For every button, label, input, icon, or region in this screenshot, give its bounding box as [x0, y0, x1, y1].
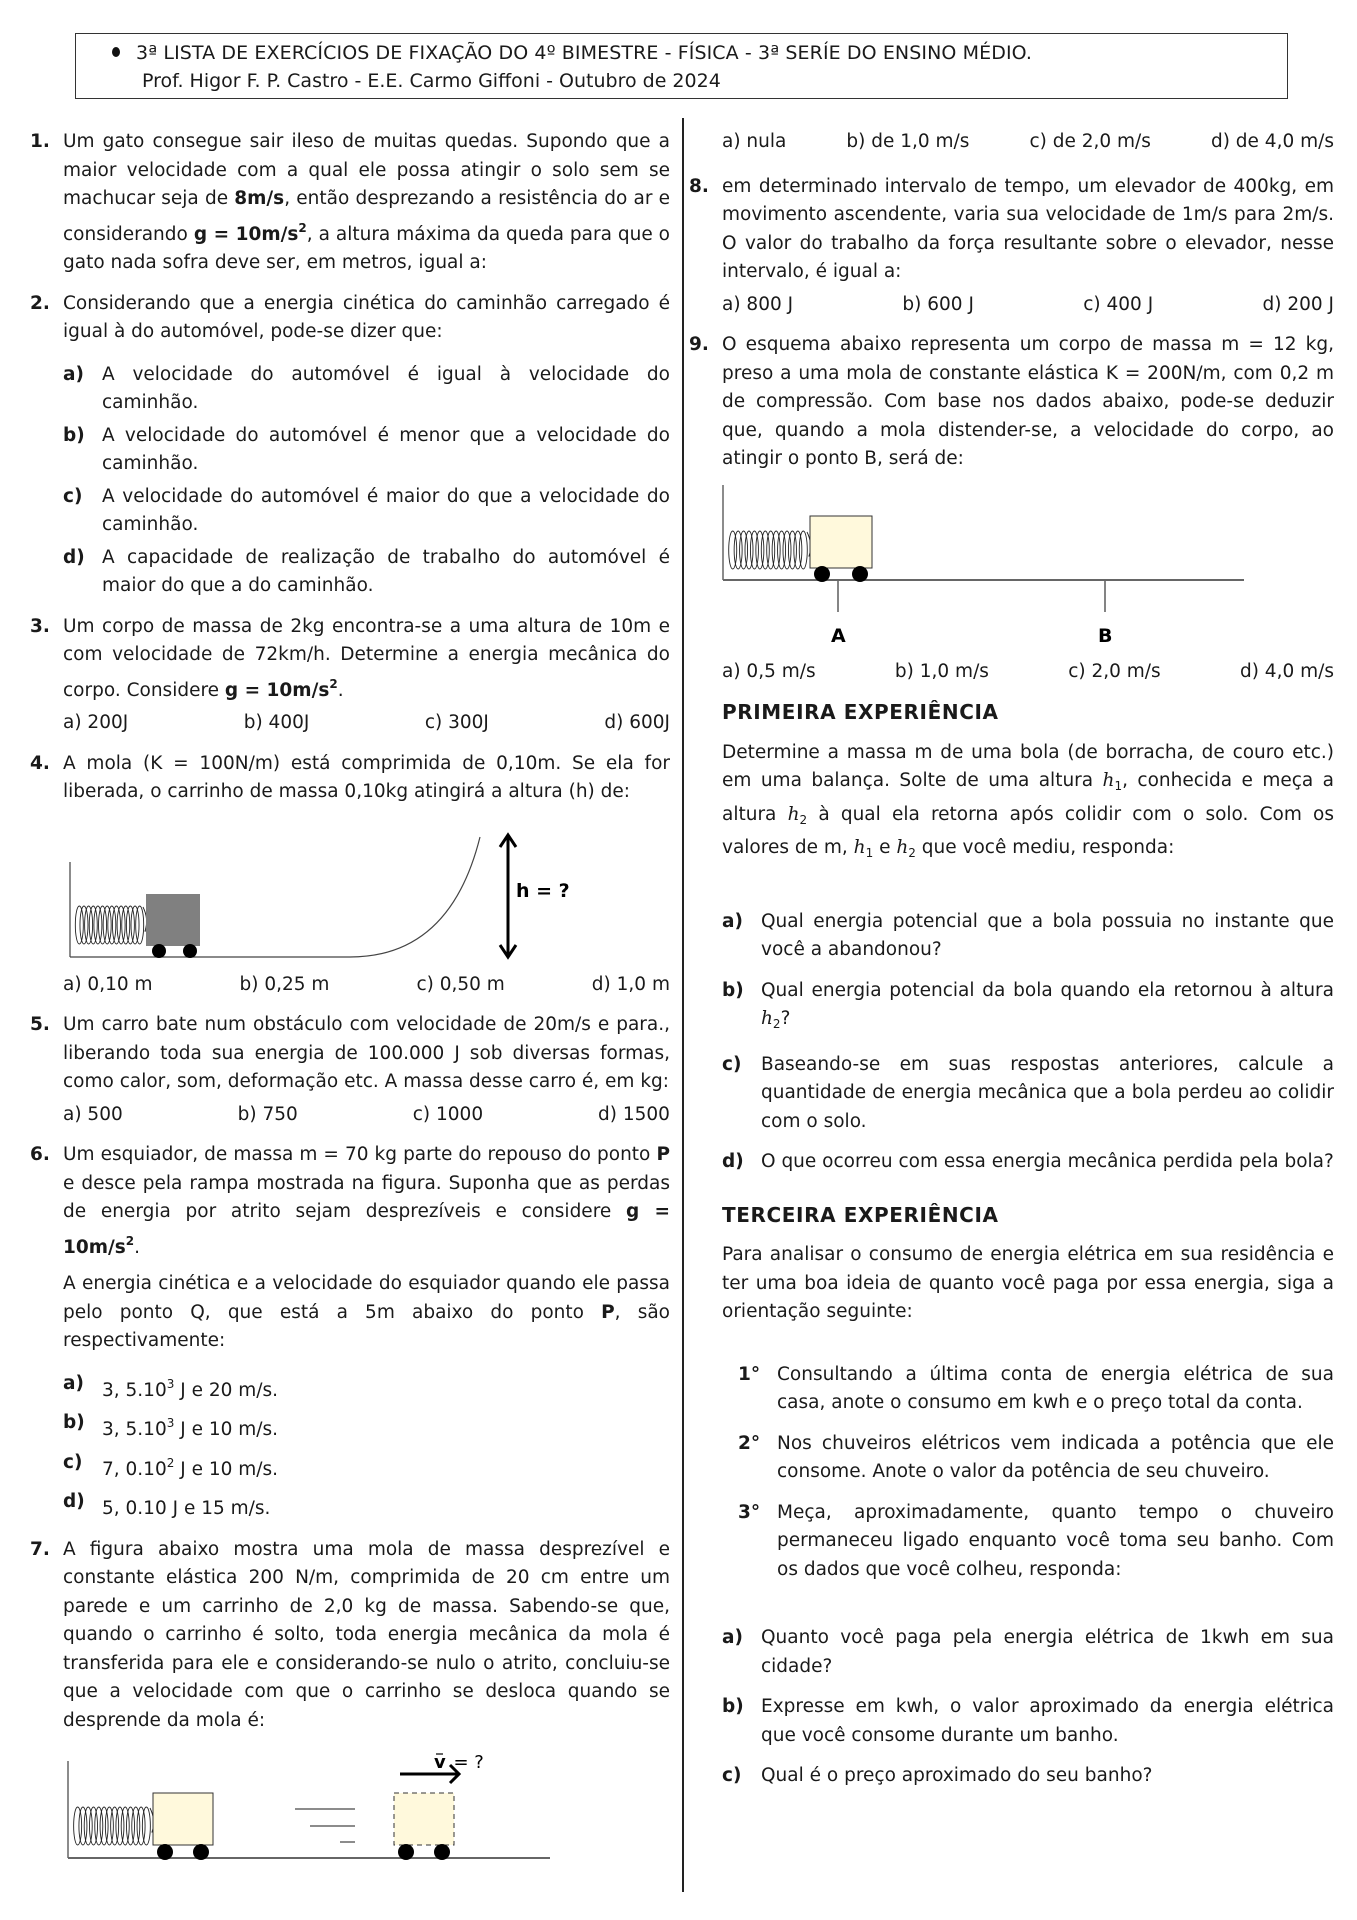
option-b: b) 600 J	[902, 293, 974, 315]
wheel	[814, 566, 830, 582]
wheel	[157, 1844, 173, 1860]
option-d: d) 1500	[598, 1103, 670, 1125]
primeira-items	[722, 908, 1334, 1177]
question-number: 5.	[30, 1014, 50, 1035]
header-subtitle: Prof. Higor F. P. Castro - E.E. Carmo Giffoni - Outubro de 2024	[142, 70, 721, 92]
option-item: a) 3, 5.10$^3$ J e 20 m/s.	[63, 1372, 279, 1401]
option-c: c) de 2,0 m/s	[1029, 131, 1151, 152]
spring-points-figure	[720, 480, 1280, 650]
wheel	[852, 566, 868, 582]
spring-coil	[89, 906, 97, 944]
spring-coil	[108, 906, 116, 944]
question-number: 2.	[30, 292, 50, 314]
point-a-label: A	[831, 624, 846, 647]
spring-coil	[799, 531, 807, 569]
question-7: 7. A figura abaixo mostra uma mola de massa desprezível e constante elástica 200 N/m, comprimida de 20 cm entre um parede e um carrinho de 2,0 kg de massa. Sabendo-se que, quando o carrinho é solto, toda energia mecânica da mola é transferida para ele e considerando-se nulo o atrito, concluiu-se que a velocidade com que o carrinho se desloca quando se desprende da mola é: v = ?	[30, 1536, 670, 1868]
spring-cart-velocity-figure	[50, 1737, 610, 1867]
wheel	[183, 944, 197, 958]
wheel	[398, 1844, 414, 1860]
spring-coil	[112, 906, 120, 944]
spring-coil	[75, 906, 83, 944]
spring-coil	[94, 906, 102, 944]
option-b: b) 0,25 m	[239, 973, 330, 995]
spring-icon	[74, 1807, 158, 1845]
spring-coil	[117, 906, 125, 944]
question-3: 3. Um corpo de massa de 2kg encontra-se a uma altura de 10m e com velocidade de 72km/h. Determine a energia mecânica do corpo. Considere $g = 10m/s^2$. a) 200J b) 400J c) 300J d) 600J	[30, 613, 670, 738]
option-d: d) 200 J	[1262, 293, 1334, 315]
question-9: 9. O esquema abaixo representa um corpo de massa m = 12 kg, preso a uma mola de constante elástica K = 200N/m, com 0,2 m de compressão. Com base nos dados abaixo, pode-se deduzir que, quando a mola distender-se, a velocidade do corpo, ao atingir o ponto B, será de: A B a) 0,5 m/s b) 1,0 m/s c) 2,0 m/s d) 4,0 m/s	[689, 331, 1334, 686]
option-a: a) 500	[63, 1103, 123, 1125]
bullet-icon	[112, 47, 120, 57]
option-row	[63, 1101, 670, 1130]
velocity-label: v = ?	[434, 1752, 484, 1773]
section-title-terceira: TERCEIRA EXPERIÊNCIA	[722, 1202, 999, 1227]
question-number: 1.	[30, 131, 50, 152]
option-b: b) 750	[237, 1103, 298, 1125]
question-number: 7.	[30, 1538, 50, 1560]
option-list	[63, 1370, 670, 1524]
option-d: d) 4,0 m/s	[1239, 660, 1334, 682]
left-column	[30, 128, 670, 1879]
terceira-step: 3° Meça, aproximadamente, quanto tempo o chuveiro permaneceu ligado enquanto você toma seu banho. Com os dados que você colheu, responda:	[738, 1501, 1334, 1580]
option-item: b) A velocidade do automóvel é menor que a velocidade do caminhão.	[63, 424, 670, 474]
spring-coil	[103, 906, 111, 944]
option-row	[63, 971, 670, 1000]
question-number: 9.	[689, 334, 709, 355]
option-item: d) A capacidade de realização de trabalho do automóvel é maior do que a do caminhão.	[63, 546, 670, 596]
option-row	[63, 709, 670, 738]
option-row	[722, 291, 1334, 320]
primeira-item: c) Baseando-se em suas respostas anteriores, calcule a quantidade de energia mecânica que a bola perdeu ao colidir com o solo.	[722, 1053, 1334, 1132]
spring-ramp-figure	[30, 817, 640, 967]
right-column	[689, 128, 1335, 1803]
wheel	[434, 1844, 450, 1860]
cart-moving	[394, 1793, 454, 1845]
option-list	[63, 361, 670, 601]
question-7-options	[722, 128, 1334, 157]
primeira-item: a) Qual energia potencial que a bola possuia no instante que você a abandonou?	[722, 910, 1334, 960]
question-number: 4.	[30, 752, 50, 774]
terceira-item: b) Expresse em kwh, o valor aproximado da energia elétrica que você consome durante um banho.	[722, 1696, 1334, 1746]
header-title: 3ª LISTA DE EXERCÍCIOS DE FIXAÇÃO DO 4º BIMESTRE - FÍSICA - 3ª SERÍE DO ENSINO MÉDIO.	[112, 42, 1032, 64]
spring-coil	[136, 906, 144, 944]
cart-body	[153, 1793, 213, 1845]
option-b: b) 1,0 m/s	[894, 660, 989, 682]
spring-coil	[126, 906, 134, 944]
option-c: c) 400 J	[1083, 293, 1154, 315]
question-2: 2. Considerando que a energia cinética do caminhão carregado é igual à do automóvel, pode-se dizer que: a) A velocidade do automóvel é igual à velocidade do caminhão. b) A velocidade do automóvel é menor que a velocidade do caminhão. c) A velocidade do automóvel é maior do que a velocidade do caminhão. d) A capacidade de realização de trabalho do automóvel é maior do que a do caminhão.	[30, 290, 670, 601]
option-item: c) A velocidade do automóvel é maior do que a velocidade do caminhão.	[63, 485, 670, 535]
option-item: a) A velocidade do automóvel é igual à velocidade do caminhão.	[63, 363, 670, 413]
spring-icon	[75, 906, 151, 944]
option-b: b) de 1,0 m/s	[846, 131, 970, 152]
spring-coil	[131, 906, 139, 944]
column-divider	[682, 118, 684, 1892]
primeira-intro: Determine a massa m de uma bola (de borracha, de couro etc.) em uma balança. Solte de uma altura $h_1$, conhecida e meça a altura $h_2$ à qual ela retorna após colidir com o solo. Com os valores de m, $h_1$ e $h_2$ que você mediu, responda:	[722, 741, 1335, 860]
option-item: d) 5, 0.10 J e 15 m/s.	[63, 1491, 271, 1519]
spring-icon	[729, 531, 815, 569]
terceira-steps	[738, 1361, 1334, 1585]
question-number: 6.	[30, 1144, 50, 1165]
question-8: 8. em determinado intervalo de tempo, um elevador de 400kg, em movimento ascendente, varia sua velocidade de 1m/s para 2m/s. O valor do trabalho da força resultante sobre o elevador, nesse intervalo, é igual a: a) 800 J b) 600 J c) 400 J d) 200 J	[689, 173, 1334, 320]
option-c: c) 2,0 m/s	[1068, 660, 1161, 682]
option-d: d) de 4,0 m/s	[1210, 131, 1334, 152]
primeira-item: d) O que ocorreu com essa energia mecânica perdida pela bola?	[722, 1151, 1334, 1172]
primeira-item: b) Qual energia potencial da bola quando ela retornou à altura $h_2$?	[722, 979, 1334, 1031]
option-a: a) 0,10 m	[63, 973, 153, 995]
option-a: a) 800 J	[722, 293, 794, 315]
question-number: 8.	[689, 175, 709, 197]
section-title-primeira: PRIMEIRA EXPERIÊNCIA	[722, 700, 999, 724]
cart-body	[146, 894, 200, 946]
block-body	[810, 516, 872, 568]
spring-coil	[142, 1807, 150, 1845]
option-d: d) 600J	[604, 712, 670, 733]
option-a: a) 200J	[63, 712, 129, 733]
terceira-item: c) Qual é o preço aproximado do seu banho?	[722, 1765, 1153, 1786]
option-c: c) 300J	[424, 712, 489, 733]
header-box	[75, 33, 1288, 99]
wheel	[193, 1844, 209, 1860]
option-c: c) 1000	[412, 1103, 484, 1125]
terceira-intro: Para analisar o consumo de energia elétrica em sua residência e ter uma boa ideia de quanto você paga por essa energia, siga a orientação seguinte:	[722, 1244, 1334, 1322]
question-1: 1. Um gato consegue sair ileso de muitas quedas. Supondo que a maior velocidade com a qual ele possa atingir o solo sem se machucar seja de 8m/s, então desprezando a resistência do ar e considerando $g = 10m/s^2$, a altura máxima da queda para que o gato nada sofra deve ser, em metros, igual a:	[30, 128, 670, 278]
terceira-step: 2° Nos chuveiros elétricos vem indicada a potência que ele consome. Anote o valor da potência de seu chuveiro.	[738, 1432, 1334, 1482]
option-item: c) 7, 0.10$^2$ J e 10 m/s.	[63, 1451, 279, 1480]
question-number: 3.	[30, 615, 50, 637]
wheel	[152, 944, 166, 958]
option-a: a) nula	[722, 131, 787, 152]
height-label: h = ?	[516, 879, 570, 902]
question-6-paragraph: A energia cinética e a velocidade do esquiador quando ele passa pelo ponto Q, que está a 5m abaixo do ponto P, são respectivamente:	[63, 1273, 670, 1351]
spring-coil	[80, 906, 88, 944]
option-d: d) 1,0 m	[591, 973, 670, 995]
option-c: c) 0,50 m	[416, 973, 505, 995]
question-4: 4. A mola (K = 100N/m) está comprimida de 0,10m. Se ela for liberada, o carrinho de massa 0,10kg atingirá a altura (h) de: h = ? a) 0,10 m b) 0,25 m c) 0,50 m d) 1,0 m	[30, 750, 670, 1000]
option-a: a) 0,5 m/s	[722, 660, 816, 682]
point-b-label: B	[1098, 624, 1113, 647]
option-item: b) 3, 5.10$^3$ J e 10 m/s.	[63, 1412, 279, 1440]
option-row	[722, 658, 1334, 687]
terceira-step: 1° Consultando a última conta de energia elétrica de sua casa, anote o consumo em kwh e o preço total da conta.	[738, 1363, 1334, 1413]
terceira-item: a) Quanto você paga pela energia elétrica de 1kwh em sua cidade?	[722, 1627, 1334, 1677]
spring-coil	[85, 906, 93, 944]
question-6: 6. Um esquiador, de massa m = 70 kg parte do repouso do ponto P e desce pela rampa mostrada na figura. Suponha que as perdas de energia por atrito sejam desprezíveis e considere $g = 10m/s^2$. A energia cinética e a velocidade do esquiador quando ele passa pelo ponto Q, que está a 5m abaixo do ponto P, são respectivamente: a) 3, 5.10$^3$ J e 20 m/s. b) 3, 5.10$^3$ J e 10 m/s. c) 7, 0.10$^2$ J e 10 m/s. d) 5, 0.10 J e 15 m/s.	[30, 1141, 670, 1524]
option-b: b) 400J	[243, 712, 310, 733]
ramp	[70, 837, 480, 957]
spring-coil	[122, 906, 130, 944]
spring-coil	[99, 906, 107, 944]
question-5: 5. Um carro bate num obstáculo com velocidade de 20m/s e para., liberando toda sua energia de 100.000 J sob diversas formas, como calor, som, deformação etc. A massa desse carro é, em kg: a) 500 b) 750 c) 1000 d) 1500	[30, 1011, 670, 1129]
terceira-items	[722, 1624, 1334, 1791]
